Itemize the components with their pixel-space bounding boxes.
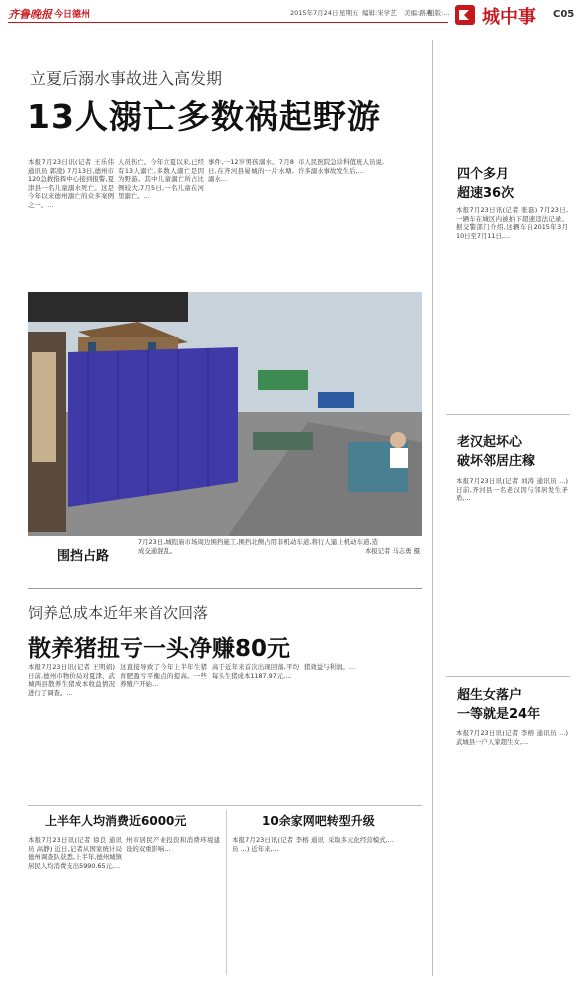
section-divider-1 — [28, 588, 422, 589]
sidebar-3-body: 本报7月23日讯(记者 李榕 通讯员 …) 武城县一户人家超生女,… — [456, 729, 568, 746]
lead-kicker: 立夏后溺水事故进入高发期 — [30, 69, 223, 88]
photo-credit: 本报记者 马志勇 摄 — [364, 547, 420, 555]
sidebar-1-body: 本报7月23日讯(记者 张磊) 7月23日,一辆车在城区内被拍下超速违法记录。据交警部门介绍,这辆车自2015年3月10日至7月11日,… — [456, 206, 568, 240]
designer-credit: 美编:路燕 — [404, 9, 433, 17]
sidebar-1-headline-line1: 四个多月 — [457, 167, 510, 182]
pig-column-3: 高于近年来首次出现回落,平均每头生猪成本1187.97元,… — [212, 663, 299, 680]
pig-headline: 散养猪扭亏一头净赚80元 — [28, 636, 291, 662]
section-divider-2 — [28, 805, 422, 806]
netbar-column-2: 采取多元化经营模式,… — [328, 836, 394, 844]
sidebar-3-headline-line1: 超生女落户 — [457, 688, 523, 703]
sidebar-3-headline-line2: 一等就是24年 — [457, 707, 541, 722]
lead-column-3: 事件,一12岁男孩溺水。7月8日,在齐河县晏城的一片水塘,溺水… — [208, 158, 294, 184]
pig-column-4: 猪效益与利润。… — [304, 663, 356, 671]
issue-date: 2015年7月24日 — [290, 9, 339, 17]
netbar-column-1: 本报7月23日讯(记者 李榕 通讯员 …) 近年来,… — [232, 836, 324, 853]
masthead-left-rule — [8, 22, 448, 23]
sidebar-2-headline-line2: 破坏邻居庄稼 — [457, 454, 536, 469]
page-number: C05 — [553, 9, 575, 20]
masthead — [0, 0, 580, 32]
consume-column-2: 州市居民产业投资和消费环境建设的双重影响… — [126, 836, 220, 853]
lead-column-2: 人员伤亡。今年立夏以来,已经有13人溺亡,多数人溺亡是因为野游。其中儿童溺亡所占比例较大,7月5日,一名儿童在河里溺亡。… — [118, 158, 204, 201]
street-photo — [28, 292, 422, 536]
proofreader-credit: 组版:… — [428, 9, 450, 17]
column-divider-bottom — [226, 810, 227, 975]
lead-column-1: 本报7月23日讯(记者 王乐伟 通讯员 郭凌) 7月13日,德州市120急救指挥中心接到报警,夏津县一名儿童溺水死亡。这是今年以来德州溺亡的众多案例之一。… — [28, 158, 114, 209]
pig-kicker: 饲养总成本近年来首次回落 — [28, 604, 209, 622]
sidebar-divider — [432, 40, 433, 976]
pig-column-1: 本报7月23日讯(记者 王明娟) 日前,德州市物价局对夏津、武城两县散养生猪成本收益情况进行了调查。… — [28, 663, 115, 697]
photo-caption: 7月23日,城隍庙市场周边围挡施工,围挡北侧占用非机动车道,将行人逼上机动车道,造成交通混乱。 — [138, 538, 378, 555]
pig-column-2: 这直接导致了今年上半年生猪育肥盈亏平衡点的提高。一些养殖户开始… — [120, 663, 207, 689]
sidebar-1-headline-line2: 超速36次 — [457, 186, 515, 201]
sidebar-2-headline-line1: 老汉起坏心 — [457, 435, 523, 450]
section-title: 城中事 — [482, 7, 536, 28]
photo-title: 围挡占路 — [57, 549, 110, 564]
edition-name: 今日德州 — [54, 10, 91, 20]
lead-headline: 13人溺亡多数祸起野游 — [27, 97, 381, 136]
consume-column-1: 本报7月23日讯(记者 徐良 通讯员 高静) 近日,记者从国家统计局德州调查队获悉,上半年,德州城镇居民人均消费支出5990.65元,… — [28, 836, 122, 870]
sidebar-2-body: 本报7月23日讯(记者 刘涛 通讯员 …) 日前,齐河县一名老汉因与邻居发生矛盾,… — [456, 477, 568, 503]
editor-credit: 编辑:宋学艺 — [362, 9, 397, 17]
issue-weekday: 星期五 — [339, 9, 359, 17]
lead-column-4: 市人民医院急诊科值班人员说,许多溺水事故发生后,… — [298, 158, 384, 175]
sidebar-divider-1 — [446, 414, 570, 415]
sidebar-divider-2 — [446, 676, 570, 677]
section-logo-icon — [455, 5, 475, 25]
paper-name: 齐鲁晚报 — [8, 8, 52, 21]
netbar-headline: 10余家网吧转型升级 — [262, 814, 375, 828]
consume-headline: 上半年人均消费近6000元 — [45, 814, 187, 828]
